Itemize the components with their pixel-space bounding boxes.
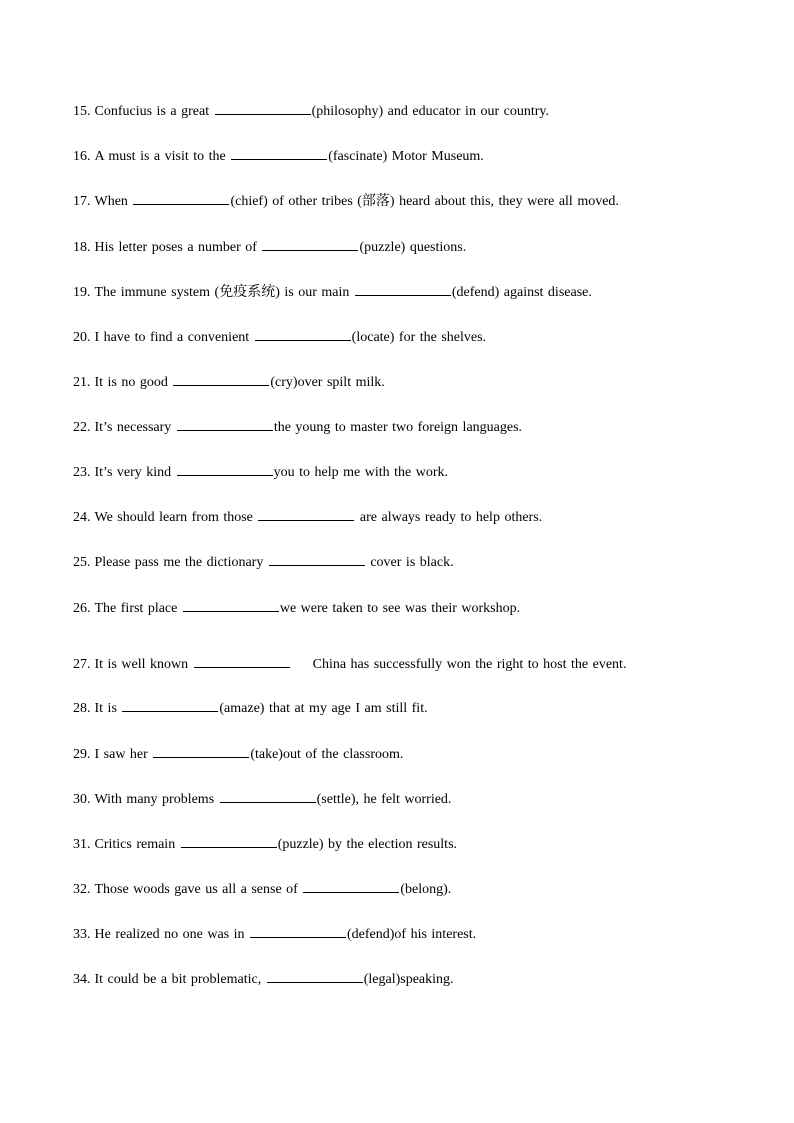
question-number: 31. (73, 837, 91, 852)
question-number: 28. (73, 701, 91, 716)
answer-blank[interactable] (133, 192, 229, 205)
answer-blank[interactable] (258, 508, 354, 521)
question-number: 25. (73, 555, 91, 570)
question-17 (73, 192, 753, 211)
question-text-before: It’s very kind (94, 465, 176, 480)
question-text-after: (philosophy) and educator in our country. (311, 104, 549, 119)
answer-blank[interactable] (177, 418, 273, 431)
question-text-before: It is well known (94, 657, 193, 672)
question-text-before: His letter poses a number of (94, 240, 262, 255)
question-32 (73, 880, 753, 899)
question-number: 29. (73, 747, 91, 762)
question-15 (73, 102, 753, 121)
question-21 (73, 373, 753, 392)
question-text-after: (cry)over spilt milk. (270, 375, 385, 390)
question-number: 22. (73, 420, 91, 435)
answer-blank[interactable] (255, 328, 351, 341)
question-28 (73, 699, 753, 718)
answer-blank[interactable] (303, 880, 399, 893)
question-text-after: (belong). (400, 882, 452, 897)
question-text-before: A must is a visit to the (94, 149, 231, 164)
question-text-after: (legal)speaking. (363, 972, 454, 987)
answer-blank[interactable] (122, 699, 218, 712)
question-number: 33. (73, 927, 91, 942)
question-number: 20. (73, 330, 91, 345)
question-text-after: (locate) for the shelves. (351, 330, 487, 345)
question-25 (73, 553, 753, 572)
question-text-before: When (94, 194, 133, 209)
answer-blank[interactable] (215, 102, 311, 115)
question-number: 26. (73, 601, 91, 616)
question-19 (73, 283, 753, 302)
question-text-after: the young to master two foreign languages. (273, 420, 523, 435)
question-text-before: It could be a bit problematic, (94, 972, 266, 987)
answer-blank[interactable] (250, 925, 346, 938)
question-text-after: (take)out of the classroom. (250, 747, 404, 762)
question-text-before: Please pass me the dictionary (94, 555, 268, 570)
question-number: 16. (73, 149, 91, 164)
question-20 (73, 328, 753, 347)
answer-blank[interactable] (231, 147, 327, 160)
question-29 (73, 745, 753, 764)
answer-blank[interactable] (153, 745, 249, 758)
question-text-after: cover is black. (365, 555, 454, 570)
question-30 (73, 790, 753, 809)
question-text-after: are always ready to help others. (355, 510, 543, 525)
question-text-before: Those woods gave us all a sense of (94, 882, 303, 897)
answer-blank[interactable] (173, 373, 269, 386)
answer-blank[interactable] (183, 599, 279, 612)
question-number: 27. (73, 657, 91, 672)
question-text-after: (amaze) that at my age I am still fit. (219, 701, 428, 716)
question-text-before: He realized no one was in (94, 927, 249, 942)
question-22 (73, 418, 753, 437)
answer-blank[interactable] (181, 835, 277, 848)
question-text-after: (settle), he felt worried. (316, 792, 452, 807)
question-number: 19. (73, 285, 91, 300)
answer-blank[interactable] (220, 790, 316, 803)
question-text-before: The immune system (免疫系统) is our main (94, 285, 354, 300)
question-23 (73, 463, 753, 482)
question-24 (73, 508, 753, 527)
question-number: 18. (73, 240, 91, 255)
question-text-before: It’s necessary (94, 420, 176, 435)
question-text-before: Critics remain (94, 837, 180, 852)
question-text-before: It is no good (94, 375, 173, 390)
question-text-before: I have to find a convenient (94, 330, 254, 345)
question-text-after: (puzzle) by the election results. (277, 837, 458, 852)
question-number: 21. (73, 375, 91, 390)
question-text-after: China has successfully won the right to host the event. (312, 657, 627, 672)
question-number: 17. (73, 194, 91, 209)
question-16 (73, 147, 753, 166)
answer-blank[interactable] (194, 655, 290, 668)
question-number: 34. (73, 972, 91, 987)
answer-blank[interactable] (355, 283, 451, 296)
question-text-before: We should learn from those (94, 510, 258, 525)
question-18 (73, 238, 753, 257)
question-text-before: I saw her (94, 747, 153, 762)
question-31 (73, 835, 753, 854)
question-text-after: we were taken to see was their workshop. (279, 601, 521, 616)
question-text-after: you to help me with the work. (273, 465, 449, 480)
question-34 (73, 970, 753, 989)
question-text-after: (defend) against disease. (451, 285, 592, 300)
question-text-after: (puzzle) questions. (359, 240, 467, 255)
question-number: 24. (73, 510, 91, 525)
answer-blank[interactable] (269, 553, 365, 566)
answer-blank[interactable] (267, 970, 363, 983)
answer-blank[interactable] (177, 463, 273, 476)
question-number: 23. (73, 465, 91, 480)
question-text-after: (chief) of other tribes (部落) heard about this, they were all moved. (230, 194, 619, 209)
question-text-after: (fascinate) Motor Museum. (328, 149, 484, 164)
question-27 (73, 655, 753, 674)
question-text-after: (defend)of his interest. (347, 927, 477, 942)
question-text-before: The first place (94, 601, 182, 616)
question-number: 32. (73, 882, 91, 897)
question-text-before: With many problems (94, 792, 219, 807)
question-text-before: Confucius is a great (94, 104, 214, 119)
question-26 (73, 599, 753, 618)
question-number: 30. (73, 792, 91, 807)
question-text-before: It is (94, 701, 122, 716)
question-number: 15. (73, 104, 91, 119)
question-33 (73, 925, 753, 944)
answer-blank[interactable] (262, 238, 358, 251)
